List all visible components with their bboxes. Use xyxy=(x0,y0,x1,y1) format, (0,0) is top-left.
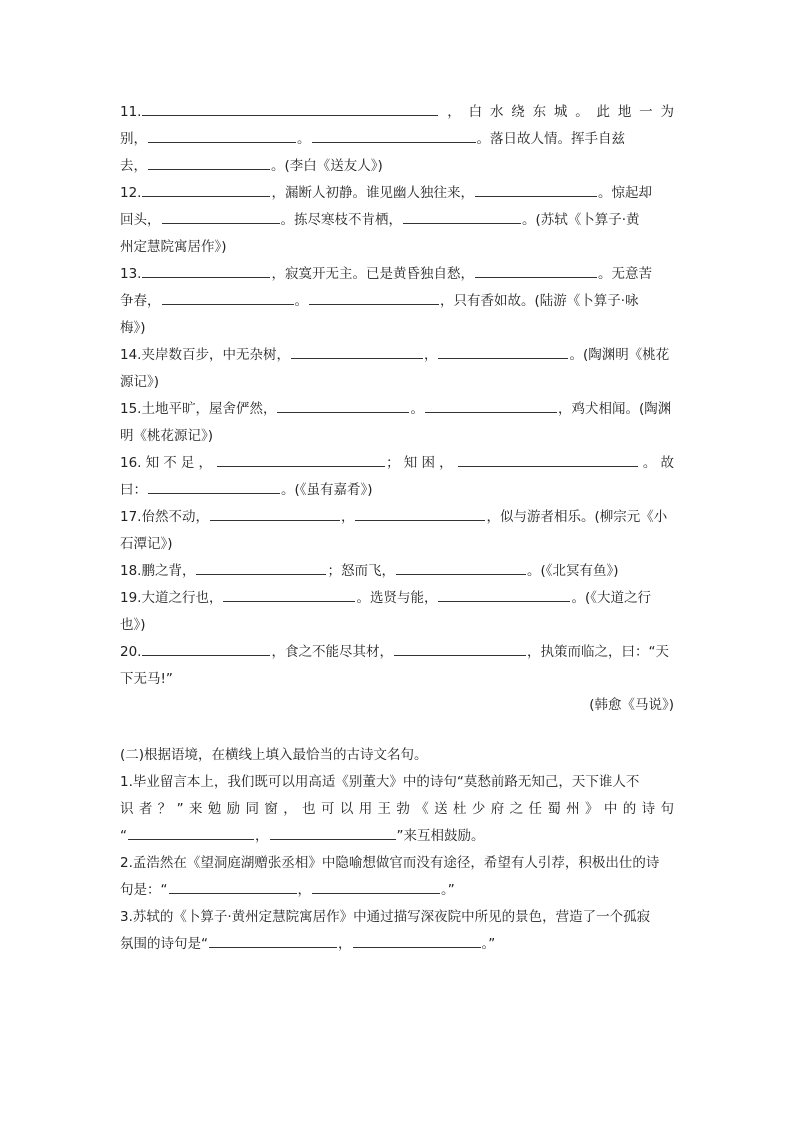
p2-q3-text-4: 。” xyxy=(481,936,496,952)
q14-text-1: 14.夹岸数百步，中无杂树， xyxy=(120,347,290,363)
p2-q1-text-3: “ xyxy=(120,828,127,844)
q14-line1 xyxy=(120,345,674,365)
q12-line3 xyxy=(120,237,674,257)
q15-blank-1[interactable] xyxy=(277,399,409,413)
part2-heading-text: (二)根据语境，在横线上填入最恰当的古诗文名句。 xyxy=(120,747,428,763)
q14-blank-2[interactable] xyxy=(438,345,568,359)
q15-line2 xyxy=(120,426,674,446)
q13-text-4: 。 xyxy=(294,293,308,309)
p2-q3-text-2: 氛围的诗句是“ xyxy=(120,936,208,952)
p2-q2-blank-1[interactable] xyxy=(169,880,297,894)
q12-text-6: 州定慧院寓居作》) xyxy=(120,239,227,255)
q16-blank-1[interactable] xyxy=(217,453,385,467)
q11-line1 xyxy=(120,102,674,122)
q16-line2 xyxy=(120,480,674,500)
q16-blank-3[interactable] xyxy=(148,480,280,494)
part2-heading xyxy=(120,745,674,765)
q20-line2 xyxy=(120,669,674,689)
q12-source: 。(苏轼《卜算子·黄 xyxy=(522,212,640,228)
q19-blank-1[interactable] xyxy=(223,588,355,602)
q11-text-3: 。 xyxy=(297,131,311,147)
q11-line2 xyxy=(120,129,674,149)
q13-blank-4[interactable] xyxy=(309,291,439,305)
q15-line1 xyxy=(120,399,674,419)
q20-source-line xyxy=(120,695,674,715)
q20-text-2: ，执策而临之，曰：“天 xyxy=(526,644,669,660)
p2-q3-blank-2[interactable] xyxy=(353,934,481,948)
p2-q3-text-3: ， xyxy=(338,936,352,952)
q12-line1 xyxy=(120,183,674,203)
q11-blank-1[interactable] xyxy=(142,102,438,116)
q15-blank-2[interactable] xyxy=(425,399,557,413)
q18-source: 。(《北冥有鱼》) xyxy=(526,563,619,579)
q19-text-2: 。选贤与能， xyxy=(356,590,438,606)
q16-text-4: 曰： xyxy=(120,482,147,498)
q11-text-1: ，白水绕东城。此地一为 xyxy=(439,104,674,120)
q13-text-3: 争春， xyxy=(120,293,161,309)
q17-text-4: 石潭记》) xyxy=(120,536,173,552)
q20-text-3: 下无马!” xyxy=(120,671,173,687)
q13-text-6: 梅》) xyxy=(120,320,146,336)
q12-blank-3[interactable] xyxy=(162,210,280,224)
p2-q2-text-2: 句是：“ xyxy=(120,882,168,898)
q18-text-1: 18.鹏之背， xyxy=(120,563,196,579)
q13-source: ，只有香如故。(陆游《卜算子·咏 xyxy=(440,293,639,309)
p2-q1-line2 xyxy=(120,799,674,819)
q13-line1 xyxy=(120,264,674,284)
q20-number: 20. xyxy=(120,644,142,660)
p2-q3-blank-1[interactable] xyxy=(209,934,337,948)
q20-blank-1[interactable] xyxy=(142,642,270,656)
q17-text-1: 17.佁然不动， xyxy=(120,509,209,525)
q11-text-5: 去， xyxy=(120,158,147,174)
q19-text-1: 19.大道之行也， xyxy=(120,590,223,606)
q14-line2 xyxy=(120,372,674,392)
p2-q1-text-5: ”来互相鼓励。 xyxy=(396,828,485,844)
q17-line1 xyxy=(120,507,674,527)
q19-text-4: 也》) xyxy=(120,617,146,633)
q12-number: 12. xyxy=(120,185,142,201)
q15-text-2: 。 xyxy=(410,401,424,417)
q13-blank-3[interactable] xyxy=(162,291,294,305)
q20-source: (韩愈《马说》) xyxy=(589,697,674,713)
p2-q2-blank-2[interactable] xyxy=(312,880,440,894)
q11-blank-3[interactable] xyxy=(312,129,476,143)
q13-blank-2[interactable] xyxy=(475,264,597,278)
q13-blank-1[interactable] xyxy=(142,264,270,278)
q12-text-3: 回头， xyxy=(120,212,161,228)
q16-text-1: 16.知不足， xyxy=(120,455,217,471)
q18-text-2: ；怒而飞， xyxy=(327,563,395,579)
q11-blank-4[interactable] xyxy=(148,156,270,170)
p2-q2-text-4: 。” xyxy=(441,882,455,898)
q17-blank-1[interactable] xyxy=(210,507,340,521)
q13-text-1: ，寂寞开无主。已是黄昏独自愁， xyxy=(271,266,474,282)
q20-line1 xyxy=(120,642,674,662)
p2-q1-text-4: ， xyxy=(255,828,269,844)
q19-source: 。(《大道之行 xyxy=(571,590,652,606)
q12-blank-1[interactable] xyxy=(142,183,270,197)
q12-blank-2[interactable] xyxy=(475,183,597,197)
q17-blank-2[interactable] xyxy=(355,507,485,521)
q19-blank-2[interactable] xyxy=(438,588,570,602)
q16-line1 xyxy=(120,453,674,473)
q17-text-2: ， xyxy=(340,509,355,525)
q16-text-3: 。故 xyxy=(638,455,675,471)
p2-q2-line1 xyxy=(120,853,674,873)
q18-line1 xyxy=(120,561,674,581)
p2-q1-blank-2[interactable] xyxy=(270,826,396,840)
p2-q1-text-1: 1.毕业留言本上，我们既可以用高适《别董大》中的诗句“莫愁前路无知己，天下谁人不 xyxy=(120,774,640,790)
p2-q3-line2 xyxy=(120,934,674,954)
q15-text-1: 15.土地平旷，屋舍俨然， xyxy=(120,401,277,417)
q13-number: 13. xyxy=(120,266,142,282)
p2-q1-text-2: 识者？”来勉励同窗，也可以用王勃《送杜少府之任蜀州》中的诗句 xyxy=(120,801,674,817)
q12-text-1: ，漏断人初静。谁见幽人独往来， xyxy=(271,185,474,201)
q12-blank-4[interactable] xyxy=(403,210,521,224)
q11-blank-2[interactable] xyxy=(148,129,296,143)
q20-text-1: ，食之不能尽其材， xyxy=(271,644,393,660)
q13-text-2: 。无意苦 xyxy=(597,266,652,282)
q14-blank-1[interactable] xyxy=(291,345,423,359)
q16-text-2: ；知困， xyxy=(386,455,457,471)
q13-line3 xyxy=(120,318,674,338)
q12-text-4: 。拣尽寒枝不肯栖， xyxy=(280,212,402,228)
q18-blank-1[interactable] xyxy=(196,561,326,575)
q11-line3 xyxy=(120,156,674,176)
q14-text-4: 源记》) xyxy=(120,374,160,390)
q14-source: 。(陶渊明《桃花 xyxy=(569,347,670,363)
q14-text-2: ， xyxy=(423,347,438,363)
p2-q1-blank-1[interactable] xyxy=(128,826,254,840)
q11-number: 11. xyxy=(120,104,142,120)
q17-source: ，似与游者相乐。(柳宗元《小 xyxy=(486,509,668,525)
q19-line1 xyxy=(120,588,674,608)
q11-text-4: 。落日故人情。挥手自兹 xyxy=(476,131,625,147)
q12-text-2: 。惊起却 xyxy=(597,185,652,201)
q12-line2 xyxy=(120,210,674,230)
q13-line2 xyxy=(120,291,674,311)
p2-q2-text-3: ， xyxy=(297,882,311,898)
q18-blank-2[interactable] xyxy=(396,561,526,575)
q16-blank-2[interactable] xyxy=(458,453,638,467)
q17-line2 xyxy=(120,534,674,554)
p2-q2-line2 xyxy=(120,880,674,900)
p2-q1-line1 xyxy=(120,772,674,792)
p2-q2-text-1: 2.孟浩然在《望洞庭湖赠张丞相》中隐喻想做官而没有途径，希望有人引荐，积极出仕的诗 xyxy=(120,855,660,871)
q20-blank-2[interactable] xyxy=(394,642,526,656)
p2-q3-line1 xyxy=(120,907,674,927)
q11-source: 。(李白《送友人》) xyxy=(271,158,383,174)
q15-text-4: 明《桃花源记》) xyxy=(120,428,214,444)
q16-source: 。(《虽有嘉肴》) xyxy=(281,482,373,498)
q15-source: ，鸡犬相闻。(陶渊 xyxy=(557,401,672,417)
p2-q3-text-1: 3.苏轼的《卜算子·黄州定慧院寓居作》中通过描写深夜院中所见的景色，营造了一个孤寂 xyxy=(120,909,651,925)
q11-text-2: 别， xyxy=(120,131,147,147)
p2-q1-line3 xyxy=(120,826,674,846)
q19-line2 xyxy=(120,615,674,635)
